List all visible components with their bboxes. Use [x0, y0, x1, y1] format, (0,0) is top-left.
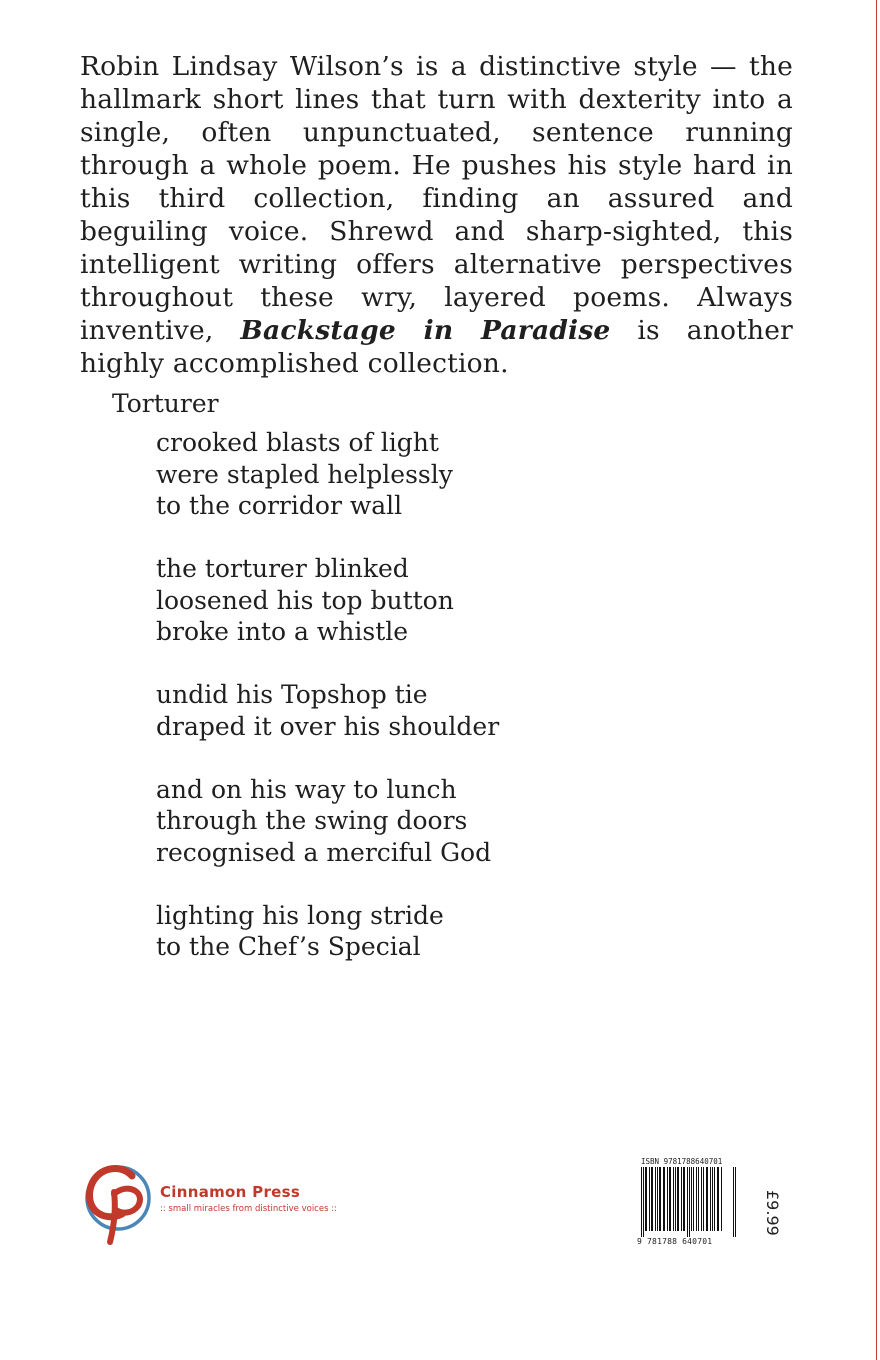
barcode-bar — [667, 1167, 668, 1231]
barcode-bar — [717, 1167, 719, 1231]
barcode-bars — [640, 1167, 737, 1237]
book-title: Backstage in Paradise — [240, 315, 611, 346]
barcode-bar — [733, 1167, 734, 1237]
poem-stanza — [156, 427, 499, 522]
isbn-label: ISBN 9781788640701 — [641, 1157, 723, 1166]
barcode-bar — [693, 1167, 694, 1231]
poem-line: were stapled helplessly — [156, 459, 453, 489]
barcode-bar — [659, 1167, 661, 1231]
blurb-text-end: is another highly accomplished collection. — [80, 315, 793, 379]
poem-line: to the Chef’s Special — [156, 932, 421, 961]
barcode-bar — [655, 1167, 656, 1231]
barcode-bar — [696, 1167, 697, 1231]
page-edge-rule — [876, 0, 877, 1360]
barcode-bar — [643, 1167, 644, 1237]
barcode-bar — [701, 1167, 702, 1231]
poem-line: undid his Topshop tie — [156, 680, 428, 709]
poem-stanza — [156, 553, 499, 648]
barcode-bar — [710, 1167, 711, 1231]
barcode-bar — [645, 1167, 647, 1231]
barcode-bar — [641, 1167, 642, 1237]
barcode-bar — [657, 1167, 658, 1231]
barcode-bar — [703, 1167, 704, 1231]
poem-stanza — [156, 900, 499, 963]
barcode-bar — [698, 1167, 699, 1231]
poem-line: loosened his top button — [156, 585, 454, 615]
poem-line: broke into a whistle — [156, 617, 409, 646]
poem-stanza — [156, 679, 499, 742]
poem-stanza — [156, 774, 499, 869]
barcode-bar — [669, 1167, 671, 1231]
publisher-name: Cinnamon Press — [160, 1183, 301, 1201]
barcode-bar — [689, 1167, 690, 1237]
barcode-digits: 9 781788 640701 — [637, 1237, 713, 1246]
barcode-bar — [649, 1167, 650, 1231]
poem-line: the torturer blinked — [156, 554, 409, 583]
barcode-bar — [677, 1167, 679, 1231]
barcode-bar — [651, 1167, 653, 1231]
poem-line: crooked blasts of light — [156, 428, 439, 457]
barcode-bar — [691, 1167, 692, 1231]
barcode-bar — [687, 1167, 688, 1237]
barcode-bar — [712, 1167, 713, 1231]
poem-line: lighting his long stride — [156, 900, 444, 930]
cinnamon-press-logo-icon — [80, 1156, 164, 1248]
poem-line: and on his way to lunch — [156, 774, 457, 804]
isbn-barcode — [637, 1157, 747, 1247]
poem-title: Torturer — [112, 389, 219, 418]
poem-line: to the corridor wall — [156, 491, 403, 520]
price-text: £9.99 — [763, 1190, 782, 1236]
poem-body — [156, 427, 499, 994]
publisher-tagline: :: small miracles from distinctive voices :: — [160, 1204, 337, 1214]
price-label — [752, 1180, 792, 1240]
barcode-bar — [735, 1167, 736, 1237]
barcode-bar — [721, 1167, 722, 1231]
poem-line: recognised a merciful God — [156, 837, 492, 867]
barcode-bar — [683, 1167, 685, 1231]
poem-line: draped it over his shoulder — [156, 711, 500, 741]
barcode-bar — [714, 1167, 715, 1231]
barcode-bar — [706, 1167, 708, 1231]
barcode-bar — [681, 1167, 682, 1231]
back-cover-blurb — [80, 50, 793, 380]
blurb-text-start: Robin Lindsay Wilson’s is a distinctive style — the hallmark short lines that turn with dexterity into a single, often unpunctuated, sentence running through a whole poem. He pushes his style hard in this third collection, finding an assured and beguiling voice. Shrewd and sharp-sighted, this intelligent writing offers alternative perspectives throughout these wry, layered poems. Always inventive, — [80, 51, 793, 346]
barcode-bar — [673, 1167, 674, 1231]
poem-line: through the swing doors — [156, 806, 468, 835]
publisher-logo — [80, 1156, 350, 1248]
barcode-bar — [675, 1167, 676, 1231]
barcode-bar — [663, 1167, 665, 1231]
